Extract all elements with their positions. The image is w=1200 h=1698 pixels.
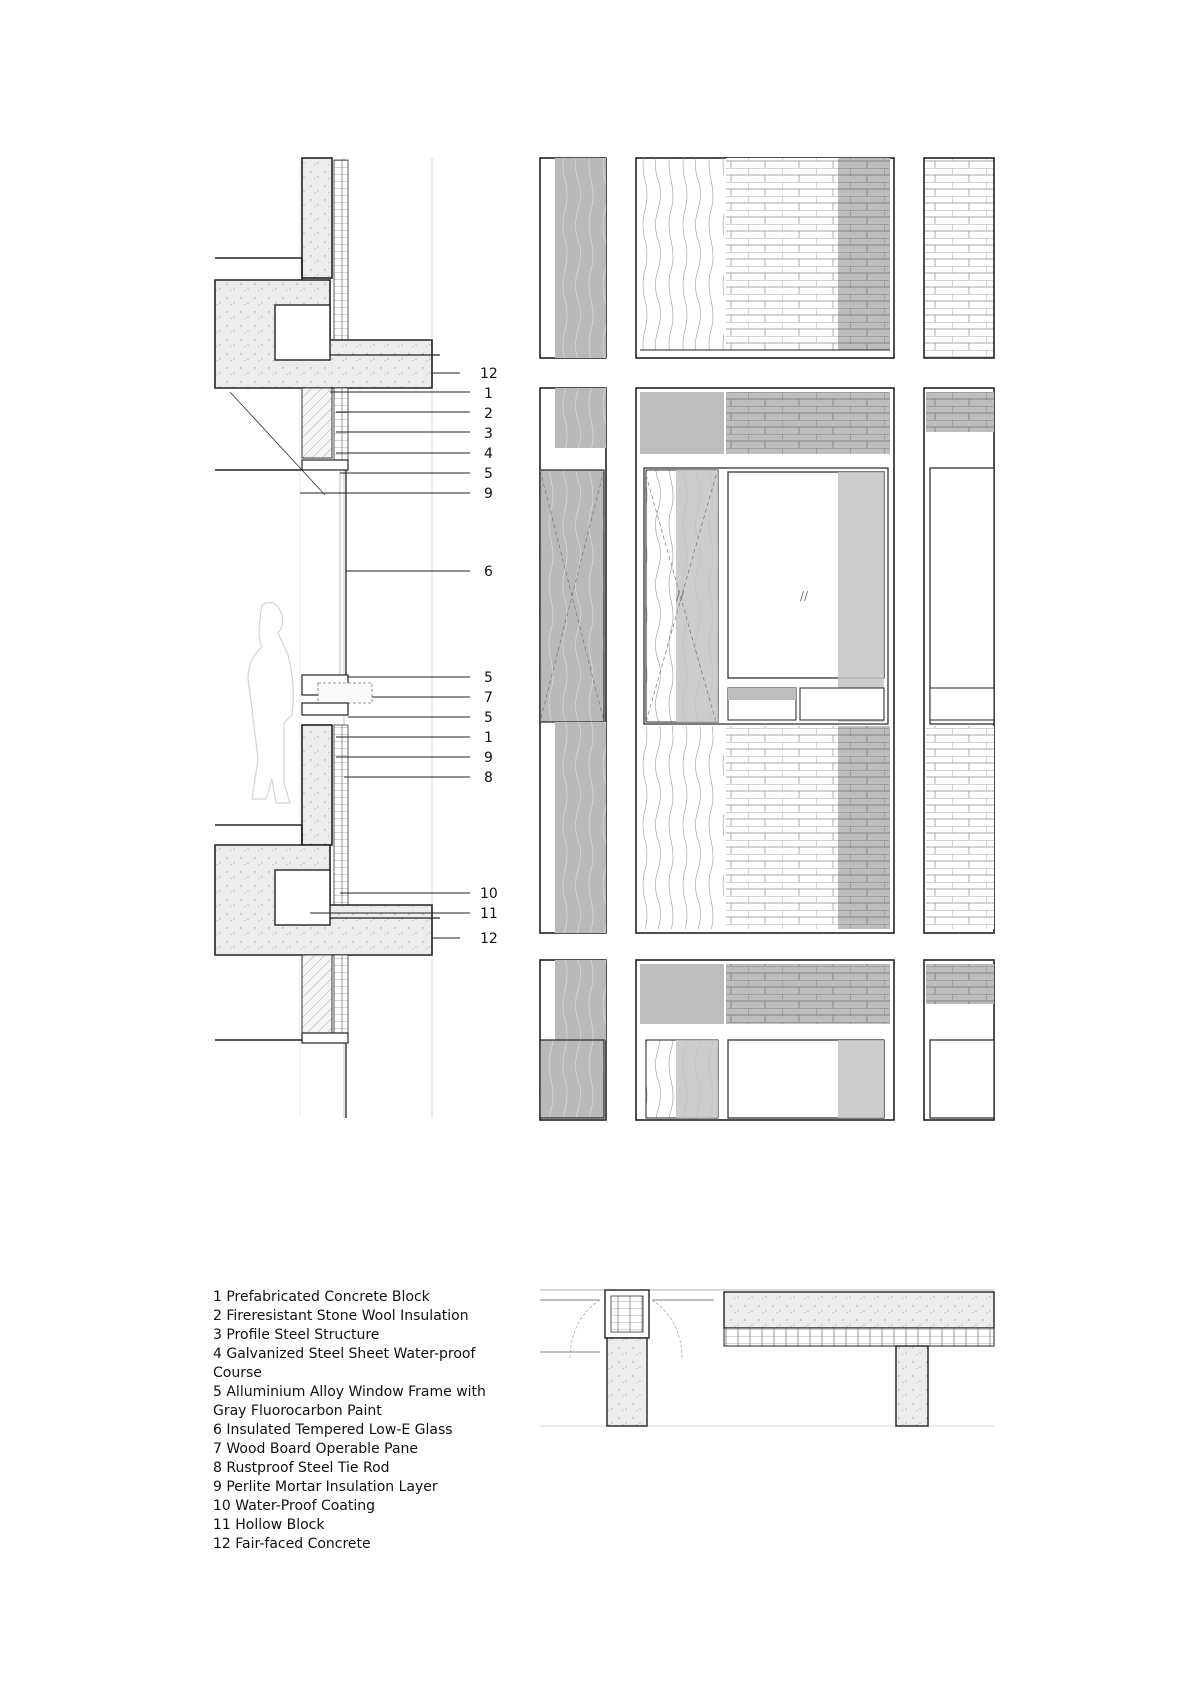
legend-item: 5 Alluminium Alloy Window Frame with Gray Fluorocarbon Paint <box>213 1384 486 1419</box>
legend-item: 7 Wood Board Operable Pane <box>213 1441 419 1457</box>
callout-8: 8 <box>484 770 493 786</box>
legend-item: 3 Profile Steel Structure <box>213 1327 380 1343</box>
legend-item: 6 Insulated Tempered Low-E Glass <box>213 1422 453 1438</box>
legend-item: 12 Fair-faced Concrete <box>213 1536 371 1552</box>
callout-3: 3 <box>484 426 493 442</box>
legend-item: 10 Water-Proof Coating <box>213 1498 376 1514</box>
callout-9-upper: 9 <box>484 486 493 502</box>
callout-5-middle: 5 <box>484 670 493 686</box>
legend-item: 1 Prefabricated Concrete Block <box>213 1289 430 1305</box>
legend-item: 8 Rustproof Steel Tie Rod <box>213 1460 390 1476</box>
legend-item: 4 Galvanized Steel Sheet Water-proof Course <box>213 1346 476 1381</box>
material-legend <box>213 1288 503 1554</box>
callout-5-lower: 5 <box>484 710 493 726</box>
plan-detail <box>540 1290 994 1426</box>
legend-item: 11 Hollow Block <box>213 1517 325 1533</box>
callout-2: 2 <box>484 406 493 422</box>
callout-9-lower: 9 <box>484 750 493 766</box>
callout-6: 6 <box>484 564 493 580</box>
legend-item: 9 Perlite Mortar Insulation Layer <box>213 1479 438 1495</box>
callout-1-upper: 1 <box>484 386 493 402</box>
callout-10: 10 <box>480 886 498 902</box>
callout-5-upper: 5 <box>484 466 493 482</box>
wall-section <box>215 158 440 1118</box>
callout-4: 4 <box>484 446 493 462</box>
facade-elevation <box>540 158 994 1120</box>
svg-text://: // <box>676 589 685 603</box>
legend-item: 2 Fireresistant Stone Wool Insulation <box>213 1308 469 1324</box>
svg-text://: // <box>800 589 809 603</box>
callout-1-lower: 1 <box>484 730 493 746</box>
callout-11: 11 <box>480 906 498 922</box>
callout-7: 7 <box>484 690 493 706</box>
callout-12-upper: 12 <box>480 366 498 382</box>
callout-12-lower: 12 <box>480 931 498 947</box>
